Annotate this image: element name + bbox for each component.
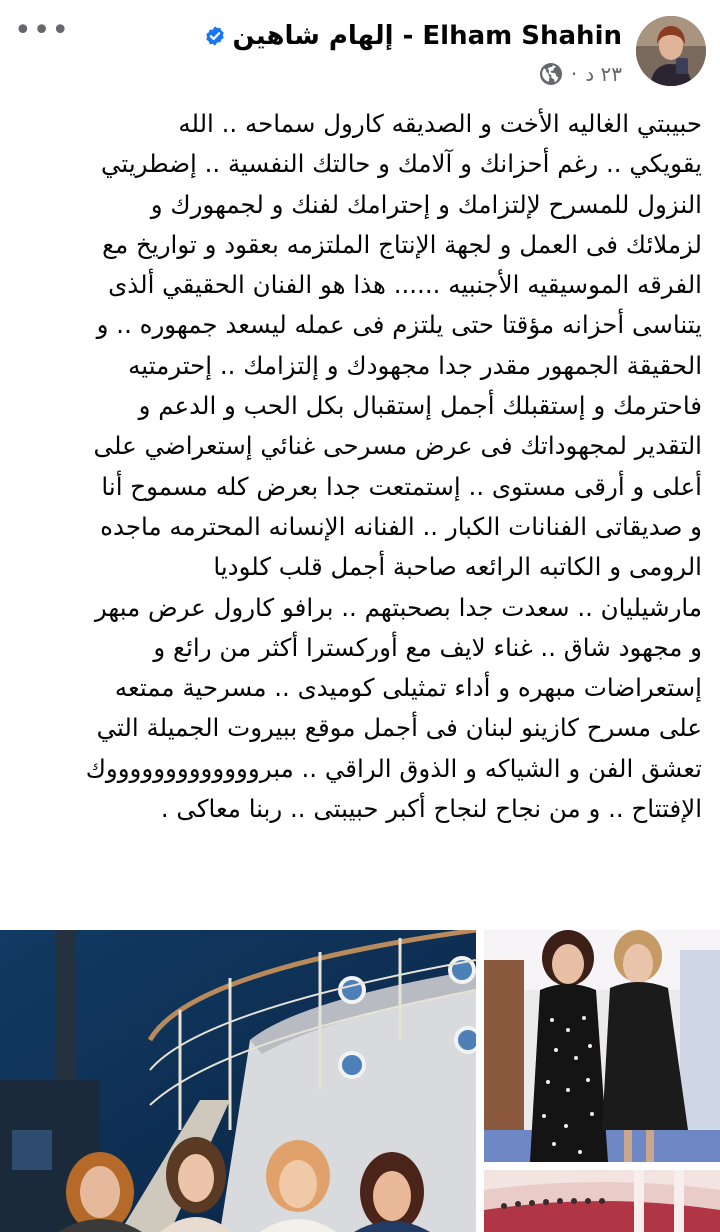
post-text-line: تعشق الفن و الشياكه و الذوق الراقي .. مبروووووووووووووك — [85, 753, 702, 783]
post-text-line: النزول للمسرح لإلتزامك و إحترامك لفنك و لجمهورك و — [150, 189, 702, 219]
photo-grid — [0, 930, 720, 1232]
photo-two-women[interactable] — [484, 930, 720, 1162]
avatar[interactable] — [636, 16, 706, 86]
post-text-line: لزملائك فى العمل و لجهة الإنتاج الملتزمه بعقود و تواريخ مع — [102, 229, 702, 259]
post-text-line: الرومى و الكاتبه الرائعه صاحبة أجمل قلب كلوديا — [213, 552, 702, 582]
post-text-line: الإفتتاح .. و من نجاح لنجاح أكبر حبيبتى .. ربنا معاكى . — [160, 794, 702, 824]
post-text-line: مارشيليان .. سعدت جدا بصحبتهم .. برافو كارول عرض مبهر — [94, 592, 702, 622]
post-header — [0, 14, 720, 94]
post-text-line: و صديقاتى الفنانات الكبار .. الفنانه الإنسانه المحترمه ماجده — [100, 511, 702, 541]
more-options-icon[interactable]: ••• — [14, 13, 71, 48]
post-text-line: فاحترمك و إستقبلك أجمل إستقبال بكل الحب و الدعم و — [138, 391, 702, 421]
post-text — [24, 104, 702, 829]
photo-theater-group[interactable] — [0, 930, 476, 1232]
author-name[interactable]: إلهام شاهين - Elham Shahin — [232, 21, 622, 51]
post-text-line: على مسرح كازينو لبنان فى أجمل موقع ببيروت الجميلة التي — [96, 713, 702, 743]
post-timestamp[interactable]: ٢٣ د — [585, 62, 622, 86]
post-text-line: أعلى و أرقى مستوى .. إستمتعت جدا بعرض كله مسموح أنا — [101, 471, 702, 501]
post-text-line: التقدير لمجهوداتك فى عرض مسرحى غنائي إستعراضي على — [93, 431, 702, 461]
post-text-line: الحقيقة الجمهور مقدر جدا مجهودك و إلتزامك .. إحترمتيه — [128, 350, 702, 380]
globe-icon — [539, 62, 563, 86]
post-text-line: الفرقه الموسيقيه الأجنبيه ...... هذا هو الفنان الحقيقي ألذى — [108, 270, 702, 300]
post-text-line: يتناسى أحزانه مؤقتا حتى يلتزم فى عمله ليسعد جمهوره .. و — [96, 310, 702, 340]
photo-theater-hall[interactable] — [484, 1170, 720, 1232]
post-text-line: و مجهود شاق .. غناء لايف مع أوركسترا أكثر من رائع و — [153, 632, 702, 662]
post-meta — [539, 60, 622, 88]
verified-badge-icon — [204, 25, 226, 47]
post-text-line: إستعراضات مبهره و أداء تمثيلى كوميدى .. مسرحية ممتعه — [114, 673, 702, 703]
post-text-line: حبيبتي الغاليه الأخت و الصديقه كارول سماحه .. الله — [178, 109, 702, 138]
post-text-line: يقويكي .. رغم أحزانك و آلامك و حالتك النفسية .. إضطريتي — [101, 149, 702, 179]
author-line — [204, 18, 622, 54]
time-separator: · — [570, 62, 578, 86]
